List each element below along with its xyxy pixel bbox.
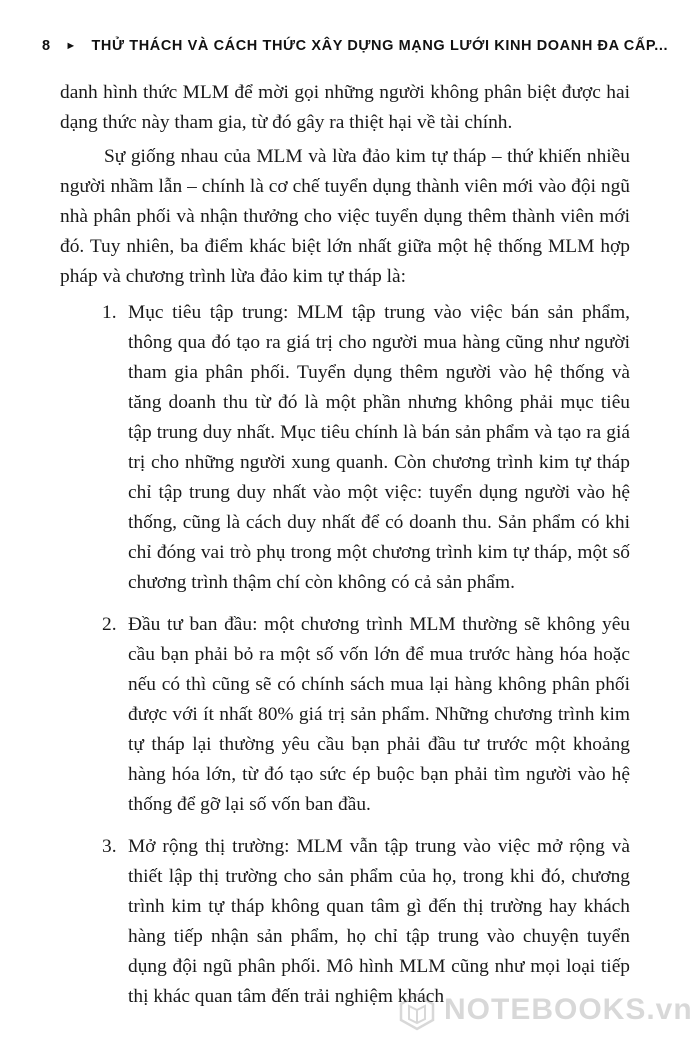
page-number: 8 bbox=[42, 38, 51, 54]
list-item-text: Mở rộng thị trường: MLM vẫn tập trung vào việc mở rộng và thiết lập thị trường cho sản phẩm của họ, trong khi đó, chương trình kim tự tháp không quan tâm gì đến thị trường hay khách hàng tiếp nhận sản phẩm, họ chỉ tập trung vào chuyện tuyển dụng đội ngũ phân phối. Mô hình MLM cũng như mọi loại tiếp thị khác quan tâm đến trải nghiệm khách bbox=[128, 836, 630, 1007]
watermark-text: NOTEBOOKS.vn bbox=[444, 993, 693, 1026]
list-item-number: 1. bbox=[102, 302, 117, 323]
list-item bbox=[60, 832, 630, 1012]
paragraph-comparison: Sự giống nhau của MLM và lừa đảo kim tự tháp – thứ khiến nhiều người nhầm lẫn – chính là cơ chế tuyển dụng thành viên mới vào đội ngũ nhà phân phối và nhận thưởng cho việc tuyển dụng thêm thành viên mới đó. Tuy nhiên, ba điểm khác biệt lớn nhất giữa một hệ thống MLM hợp pháp và chương trình lừa đảo kim tự tháp là: bbox=[60, 146, 630, 287]
header-arrow-icon: ► bbox=[65, 40, 77, 52]
difference-list bbox=[60, 298, 630, 1012]
chapter-title: THỬ THÁCH VÀ CÁCH THỨC XÂY DỰNG MẠNG LƯỚI KINH DOANH ĐA CẤP... bbox=[91, 38, 669, 54]
list-item-text: Mục tiêu tập trung: MLM tập trung vào việc bán sản phẩm, thông qua đó tạo ra giá trị cho người mua hàng cũng như người tham gia phân phối. Tuyển dụng thêm người vào hệ thống và tăng doanh thu từ đó là một phần nhưng không phải mục tiêu tập trung duy nhất. Mục tiêu chính là bán sản phẩm và tạo ra giá trị cho những người xung quanh. Còn chương trình kim tự tháp chỉ tập trung duy nhất vào một việc: tuyển dụng người vào hệ thống, cũng là cách duy nhất để có doanh thu. Sản phẩm có khi chỉ đóng vai trò phụ trong một chương trình kim tự tháp, một số chương trình thậm chí còn không có cả sản phẩm. bbox=[128, 302, 630, 593]
list-item bbox=[60, 610, 630, 820]
list-item-number: 3. bbox=[102, 836, 117, 857]
watermark bbox=[398, 989, 693, 1035]
book-logo-icon bbox=[398, 993, 436, 1031]
paragraph-continued: danh hình thức MLM để mời gọi những người không phân biệt được hai dạng thức này tham gia, từ đó gây ra thiệt hại về tài chính. bbox=[60, 82, 630, 133]
list-item bbox=[60, 298, 630, 598]
running-header bbox=[42, 38, 669, 54]
list-item-text: Đầu tư ban đầu: một chương trình MLM thường sẽ không yêu cầu bạn phải bỏ ra một số vốn lớn để mua trước hàng hóa hoặc nếu có thì cũng sẽ có chính sách mua lại hàng không phân phối được với ít nhất 80% giá trị sản phẩm. Những chương trình kim tự tháp lại thường yêu cầu bạn phải đầu tư trước một khoảng hàng hóa lớn, từ đó tạo sức ép buộc bạn phải tìm người vào hệ thống để gỡ lại số vốn ban đầu. bbox=[128, 614, 630, 815]
body-text bbox=[60, 78, 630, 1024]
list-item-number: 2. bbox=[102, 614, 117, 635]
